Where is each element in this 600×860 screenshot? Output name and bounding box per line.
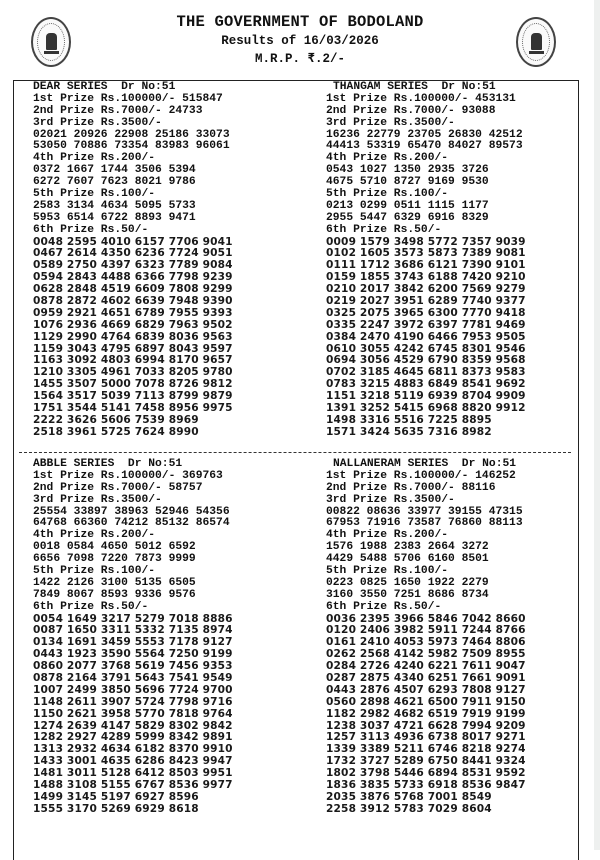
sixth-prize-row: 2035 3876 5768 7001 8549 (326, 790, 492, 803)
fifth-prize-numbers: 0213 0299 0511 1115 1177 (326, 199, 489, 212)
sixth-prize-row: 1257 3113 4936 6738 8017 9271 (326, 731, 526, 744)
fourth-prize-numbers: 0018 0584 4650 5012 6592 (33, 541, 196, 554)
series-block-thangam (326, 82, 596, 439)
sixth-prize-row: 0959 2921 4651 6789 7955 9393 (33, 306, 233, 319)
sixth-prize-row: 1274 2639 4147 5829 8302 9842 (33, 719, 233, 732)
sixth-prize-row: 0443 2876 4507 6293 7808 9127 (326, 683, 526, 696)
first-prize: 1st Prize Rs.100000/- 146252 (326, 469, 516, 482)
sixth-prize-row: 1129 2990 4764 6839 8036 9563 (33, 330, 233, 343)
sixth-prize-row: 0036 2395 3966 5846 7042 8660 (326, 612, 526, 625)
sixth-prize-row: 0610 3055 4242 6745 8301 9546 (326, 342, 526, 355)
series-title: THANGAM SERIES Dr No:51 (333, 81, 496, 93)
series-title: NALLANERAM SERIES Dr No:51 (333, 458, 517, 470)
sixth-prize-row: 0111 1712 3686 6121 7390 9101 (326, 259, 526, 272)
sixth-prize-row: 0594 2843 4488 6366 7798 9239 (33, 271, 233, 284)
third-prize-label: 3rd Prize Rs.3500/- (326, 116, 455, 129)
series-title: ABBLE SERIES Dr No:51 (33, 458, 183, 470)
sixth-prize-row: 1499 3145 5197 6927 8596 (33, 790, 199, 803)
sixth-prize-row: 1751 3544 5141 7458 8956 9975 (33, 402, 233, 415)
fourth-prize-numbers: 4429 5488 5706 6160 8501 (326, 553, 489, 566)
sixth-prize-row: 1481 3011 5128 6412 8503 9951 (33, 767, 233, 780)
sixth-prize-row: 1339 3389 5211 6746 8218 9274 (326, 743, 526, 756)
sixth-prize-row: 0628 2848 4519 6609 7808 9299 (33, 283, 233, 296)
sixth-prize-row: 0702 3185 4645 6811 8373 9583 (326, 366, 526, 379)
sixth-prize-row: 0054 1649 3217 5279 7018 8886 (33, 612, 233, 625)
fourth-prize-numbers: 0372 1667 1744 3506 5394 (33, 164, 196, 177)
sixth-prize-row: 1433 3001 4635 6286 8423 9947 (33, 755, 233, 768)
series-block-nallaneram (326, 459, 596, 816)
second-prize: 2nd Prize Rs.7000/- 93088 (326, 104, 496, 117)
fourth-prize-numbers: 6656 7098 7220 7873 9999 (33, 553, 196, 566)
sixth-prize-row: 0783 3215 4883 6849 8541 9692 (326, 378, 526, 391)
sixth-prize-row: 0159 1855 3743 6188 7420 9210 (326, 271, 526, 284)
fifth-prize-label: 5th Prize Rs.100/- (33, 188, 156, 201)
third-prize-numbers: 44413 53319 65470 84027 89573 (326, 140, 523, 153)
sixth-prize-row: 0878 2872 4602 6639 7948 9390 (33, 295, 233, 308)
third-prize-numbers: 25554 33897 38963 52946 54356 (33, 505, 230, 518)
sixth-prize-row: 0210 2017 3842 6200 7569 9279 (326, 283, 526, 296)
series-title: DEAR SERIES Dr No:51 (33, 81, 176, 93)
fifth-prize-numbers: 5953 6514 6722 8893 9471 (33, 211, 196, 224)
third-prize-numbers: 64768 66360 74212 85132 86574 (33, 517, 230, 530)
sixth-prize-row: 0134 1691 3459 5553 7178 9127 (33, 636, 233, 649)
sixth-prize-row: 0467 2614 4350 6236 7724 9051 (33, 247, 233, 260)
third-prize-label: 3rd Prize Rs.3500/- (326, 493, 455, 506)
fifth-prize-numbers: 0223 0825 1650 1922 2279 (326, 576, 489, 589)
sixth-prize-row: 0694 3056 4529 6790 8359 9568 (326, 354, 526, 367)
fifth-prize-numbers: 7849 8067 8593 9336 9576 (33, 588, 196, 601)
fifth-prize-label: 5th Prize Rs.100/- (33, 565, 156, 578)
sixth-prize-row: 1148 2611 3907 5724 7798 9716 (33, 695, 233, 708)
sixth-prize-label: 6th Prize Rs.50/- (33, 223, 149, 236)
series-block-abble (33, 459, 303, 816)
third-prize-label: 3rd Prize Rs.3500/- (33, 116, 162, 129)
sixth-prize-row: 0384 2470 4190 6466 7953 9505 (326, 330, 526, 343)
sixth-prize-row: 1313 2932 4634 6182 8370 9910 (33, 743, 233, 756)
third-prize-numbers: 00822 08636 33977 39155 47315 (326, 505, 523, 518)
sixth-prize-row: 0048 2595 4010 6157 7706 9041 (33, 235, 233, 248)
sixth-prize-row: 0102 1605 3573 5873 7389 9081 (326, 247, 526, 260)
sixth-prize-row: 1210 3305 4961 7033 8205 9780 (33, 366, 233, 379)
sixth-prize-row: 0009 1579 3498 5772 7357 9039 (326, 235, 526, 248)
document-title: THE GOVERNMENT OF BODOLAND (176, 13, 424, 31)
results-date: Results of 16/03/2026 (221, 34, 379, 48)
fourth-prize-numbers: 0543 1027 1350 2935 3726 (326, 164, 489, 177)
sixth-prize-row: 1498 3316 5516 7225 8895 (326, 413, 492, 426)
sixth-prize-row: 0161 2410 4053 5973 7464 8806 (326, 636, 526, 649)
sixth-prize-row: 0560 2898 4621 6500 7911 9150 (326, 695, 526, 708)
sixth-prize-row: 2222 3626 5606 7539 8969 (33, 413, 199, 426)
sixth-prize-row: 0860 2077 3768 5619 7456 9353 (33, 660, 233, 673)
fifth-prize-numbers: 2955 5447 6329 6916 8329 (326, 211, 489, 224)
fourth-prize-label: 4th Prize Rs.200/- (326, 529, 449, 542)
second-prize: 2nd Prize Rs.7000/- 24733 (33, 104, 203, 117)
sixth-prize-row: 1391 3252 5415 6968 8820 9912 (326, 402, 526, 415)
fourth-prize-label: 4th Prize Rs.200/- (326, 152, 449, 165)
third-prize-numbers: 02021 20926 22908 25186 33073 (33, 128, 230, 141)
first-prize: 1st Prize Rs.100000/- 369763 (33, 469, 223, 482)
sixth-prize-row: 1282 2927 4289 5999 8342 9891 (33, 731, 233, 744)
sixth-prize-row: 1163 3092 4803 6994 8170 9657 (33, 354, 233, 367)
sixth-prize-row: 1007 2499 3850 5696 7724 9700 (33, 683, 233, 696)
sixth-prize-row: 1076 2936 4669 6829 7963 9502 (33, 318, 233, 331)
fourth-prize-label: 4th Prize Rs.200/- (33, 529, 156, 542)
sixth-prize-row: 0335 2247 3972 6397 7781 9469 (326, 318, 526, 331)
sixth-prize-row: 0120 2406 3982 5911 7244 8766 (326, 624, 526, 637)
sixth-prize-row: 0589 2750 4397 6323 7789 9084 (33, 259, 233, 272)
series-block-dear (33, 82, 303, 439)
sixth-prize-row: 0284 2726 4240 6221 7611 9047 (326, 660, 526, 673)
dashed-divider (19, 452, 571, 453)
fourth-prize-numbers: 6272 7607 7623 8021 9786 (33, 176, 196, 189)
sixth-prize-row: 0087 1650 3311 5332 7135 8974 (33, 624, 233, 637)
second-prize: 2nd Prize Rs.7000/- 58757 (33, 481, 203, 494)
sixth-prize-row: 0262 2568 4142 5982 7509 8955 (326, 648, 526, 661)
sixth-prize-row: 1564 3517 5039 7113 8799 9879 (33, 390, 233, 403)
sixth-prize-row: 1455 3507 5000 7078 8726 9812 (33, 378, 233, 391)
third-prize-numbers: 67953 71916 73587 76860 88113 (326, 517, 523, 530)
fifth-prize-numbers: 2583 3134 4634 5095 5733 (33, 199, 196, 212)
third-prize-numbers: 53050 70886 73354 83983 96061 (33, 140, 230, 153)
sixth-prize-row: 0287 2875 4340 6251 7661 9091 (326, 672, 526, 685)
sixth-prize-row: 1238 3037 4721 6628 7994 9209 (326, 719, 526, 732)
sixth-prize-row: 1151 3218 5119 6939 8704 9909 (326, 390, 526, 403)
fourth-prize-numbers: 1576 1988 2383 2664 3272 (326, 541, 489, 554)
fourth-prize-numbers: 4675 5710 8727 9169 9530 (326, 176, 489, 189)
sixth-prize-row: 1488 3108 5155 6767 8536 9977 (33, 779, 233, 792)
sixth-prize-row: 1802 3798 5446 6894 8531 9592 (326, 767, 526, 780)
sixth-prize-row: 1732 3727 5289 6750 8441 9324 (326, 755, 526, 768)
second-prize: 2nd Prize Rs.7000/- 88116 (326, 481, 496, 494)
sixth-prize-label: 6th Prize Rs.50/- (326, 223, 442, 236)
third-prize-numbers: 16236 22779 23705 26830 42512 (326, 128, 523, 141)
sixth-prize-row: 0878 2164 3791 5643 7541 9549 (33, 672, 233, 685)
fifth-prize-numbers: 3160 3550 7251 8686 8734 (326, 588, 489, 601)
sixth-prize-row: 0325 2075 3965 6300 7770 9418 (326, 306, 526, 319)
first-prize: 1st Prize Rs.100000/- 453131 (326, 92, 516, 105)
sixth-prize-row: 1150 2621 3958 5770 7818 9764 (33, 707, 233, 720)
fifth-prize-numbers: 1422 2126 3100 5135 6505 (33, 576, 196, 589)
first-prize: 1st Prize Rs.100000/- 515847 (33, 92, 223, 105)
fifth-prize-label: 5th Prize Rs.100/- (326, 565, 449, 578)
sixth-prize-row: 1555 3170 5269 6929 8618 (33, 802, 199, 815)
third-prize-label: 3rd Prize Rs.3500/- (33, 493, 162, 506)
sixth-prize-label: 6th Prize Rs.50/- (326, 600, 442, 613)
sixth-prize-row: 1571 3424 5635 7316 8982 (326, 425, 492, 438)
fifth-prize-label: 5th Prize Rs.100/- (326, 188, 449, 201)
sixth-prize-row: 2518 3961 5725 7624 8990 (33, 425, 199, 438)
mrp-price: M.R.P. ₹.2/- (254, 52, 346, 66)
sixth-prize-row: 1159 3043 4795 6897 8043 9597 (33, 342, 233, 355)
sixth-prize-row: 2258 3912 5783 7029 8604 (326, 802, 492, 815)
sixth-prize-row: 0443 1923 3590 5564 7250 9199 (33, 648, 233, 661)
sixth-prize-label: 6th Prize Rs.50/- (33, 600, 149, 613)
sixth-prize-row: 1836 3835 5733 6918 8536 9847 (326, 779, 526, 792)
sixth-prize-row: 1182 2982 4682 6519 7919 9199 (326, 707, 526, 720)
sixth-prize-row: 0219 2027 3951 6289 7740 9377 (326, 295, 526, 308)
fourth-prize-label: 4th Prize Rs.200/- (33, 152, 156, 165)
